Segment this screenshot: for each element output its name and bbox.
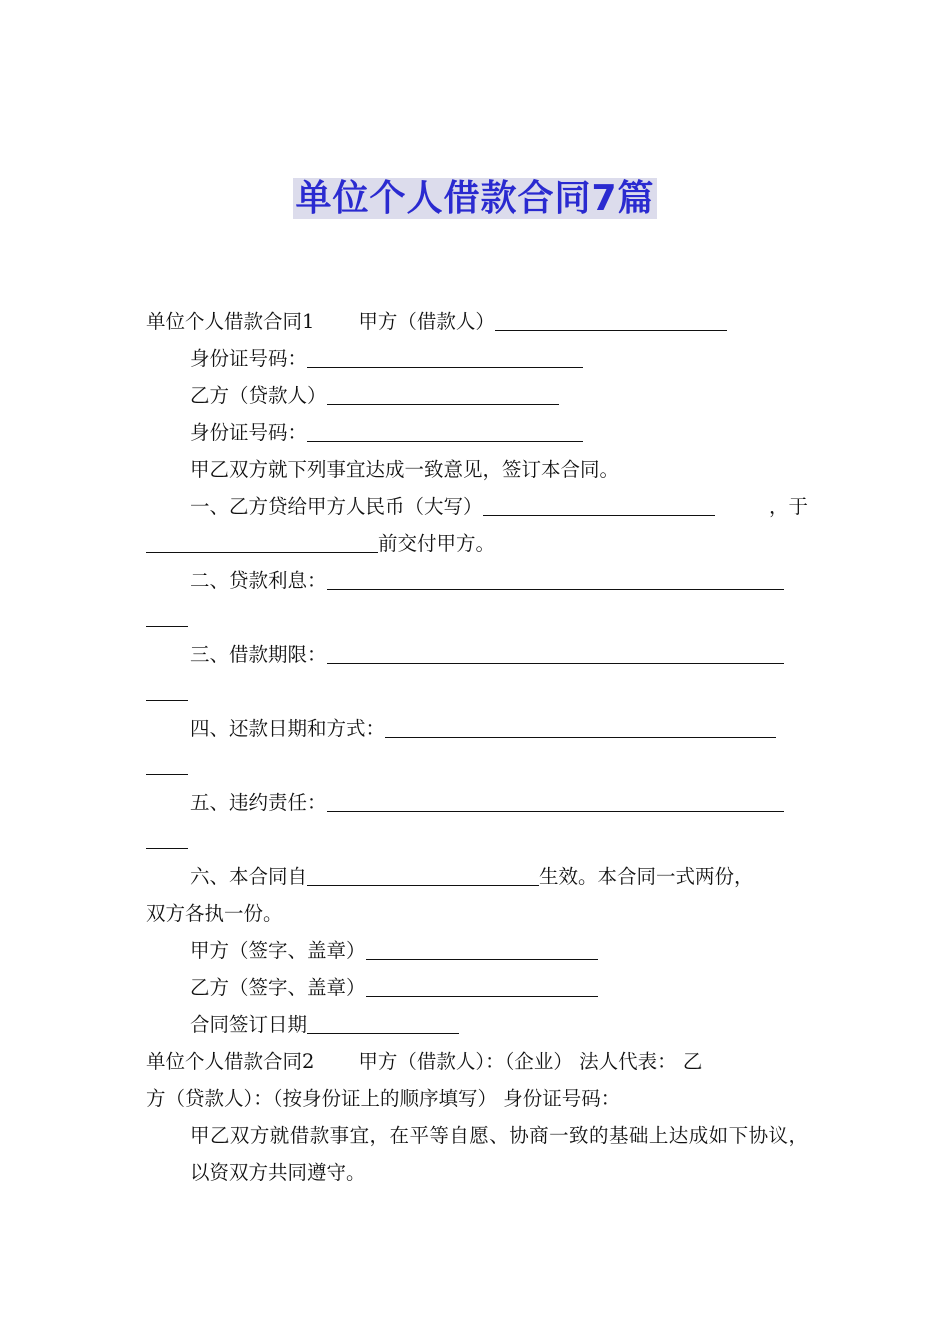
sign-date-line — [146, 1006, 808, 1043]
item5-label: 五、违约责任： — [190, 791, 327, 814]
sign-a-blank[interactable] — [366, 935, 598, 960]
party-b-blank[interactable] — [327, 380, 559, 405]
item6-line — [146, 858, 808, 895]
item6-label: 六、本合同自 — [190, 865, 308, 888]
term-blank-cont[interactable] — [146, 676, 188, 701]
sign-b-line — [146, 969, 808, 1006]
contract2-heading-line — [146, 1043, 808, 1080]
item5-line — [146, 784, 808, 821]
item1-suffix: ，于 — [768, 495, 808, 518]
item4-cont-line — [146, 747, 808, 784]
contract2-parties: 甲方（借款人）：（企业） 法人代表： 乙 — [358, 1050, 703, 1073]
contract1-heading-line — [146, 303, 808, 340]
id-blank-1[interactable] — [307, 343, 583, 368]
sign-date-blank[interactable] — [307, 1009, 459, 1034]
document-title: 单位个人借款合同7篇 — [295, 178, 655, 219]
liability-blank[interactable] — [327, 787, 784, 812]
item1-cont-line — [146, 525, 808, 562]
item5-cont-line — [146, 821, 808, 858]
interest-blank-cont[interactable] — [146, 602, 188, 627]
repayment-blank[interactable] — [385, 713, 776, 738]
sign-a-label: 甲方（签字、盖章） — [190, 939, 366, 962]
item6-suffix: 生效。本合同一式两份， — [539, 865, 754, 888]
party-b-line — [146, 377, 808, 414]
item3-line — [146, 636, 808, 673]
sign-b-blank[interactable] — [366, 972, 598, 997]
party-a-label: 甲方（借款人） — [358, 310, 495, 333]
contract1-heading: 单位个人借款合同1 — [146, 310, 315, 333]
item3-cont-line — [146, 673, 808, 710]
sign-date-label: 合同签订日期 — [190, 1013, 308, 1036]
item2-label: 二、贷款利息： — [190, 569, 327, 592]
term-blank[interactable] — [327, 639, 784, 664]
party-a-blank[interactable] — [495, 306, 727, 331]
id-blank-2[interactable] — [307, 417, 583, 442]
item1-line — [146, 488, 808, 525]
delivery-date-blank[interactable] — [146, 528, 378, 553]
liability-blank-cont[interactable] — [146, 824, 188, 849]
contract2-paragraph: 甲乙双方就借款事宜，在平等自愿、协商一致的基础上达成如下协议，以资双方共同遵守。 — [190, 1124, 808, 1184]
id-line-1 — [146, 340, 808, 377]
item3-label: 三、借款期限： — [190, 643, 327, 666]
interest-blank[interactable] — [327, 565, 784, 590]
repayment-blank-cont[interactable] — [146, 750, 188, 775]
amount-blank[interactable] — [483, 491, 715, 516]
id-line-2 — [146, 414, 808, 451]
item4-label: 四、还款日期和方式： — [190, 717, 386, 740]
contract2-line2: 方（贷款人）：（按身份证上的顺序填写） 身份证号码： — [146, 1087, 621, 1110]
document-body — [146, 303, 808, 1191]
item1-label: 一、乙方贷给甲方人民币（大写） — [190, 495, 483, 518]
effective-date-blank[interactable] — [307, 861, 539, 886]
item2-line — [146, 562, 808, 599]
id-label-1: 身份证号码： — [190, 347, 308, 370]
item1-end: 前交付甲方。 — [378, 532, 496, 555]
sign-b-label: 乙方（签字、盖章） — [190, 976, 366, 999]
sign-a-line — [146, 932, 808, 969]
id-label-2: 身份证号码： — [190, 421, 308, 444]
consensus-line: 甲乙双方就下列事宜达成一致意见，签订本合同。 — [190, 458, 620, 481]
item4-line — [146, 710, 808, 747]
party-b-label: 乙方（贷款人） — [190, 384, 327, 407]
contract2-heading: 单位个人借款合同2 — [146, 1050, 315, 1073]
item2-cont-line — [146, 599, 808, 636]
item6-cont-line: 双方各执一份。 — [146, 902, 283, 925]
